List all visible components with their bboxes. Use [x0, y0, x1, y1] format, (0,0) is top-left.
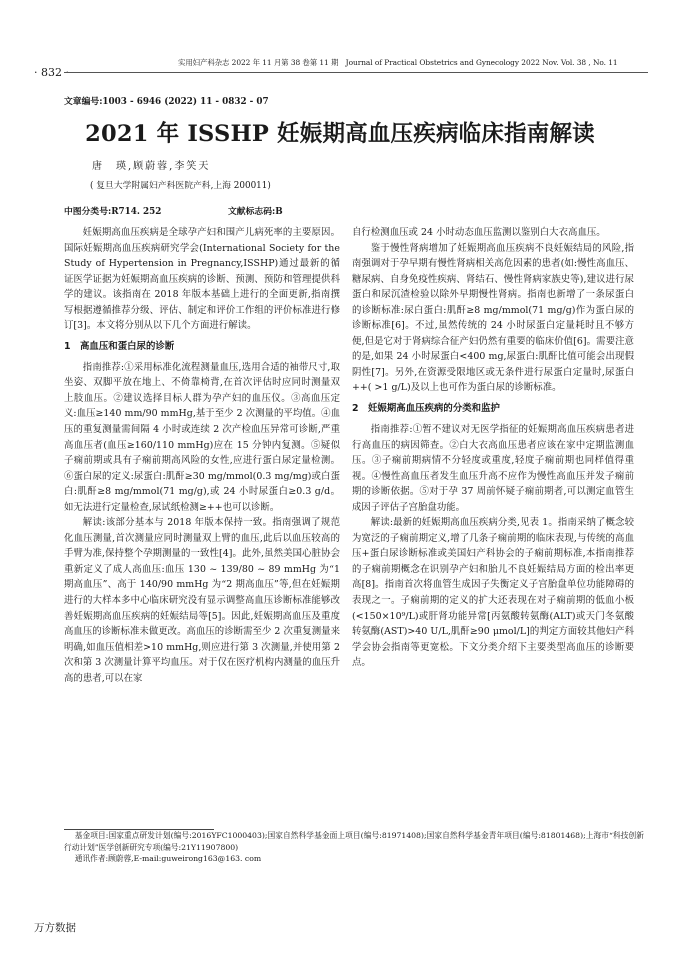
- corresponding-author-note: 通讯作者:顾蔚蓉,E-mail:guweirong163@163. com: [74, 854, 262, 864]
- author-affiliation: ( 复旦大学附属妇产科医院产科,上海 200011): [90, 181, 271, 191]
- section-1-recommendation: 指南推荐:①采用标准化流程测量血压,选用合适的袖带尺寸,取坐姿、双脚平放在地上、不倚靠椅背,在首次评估时应同时测量双上肢血压。②建议选择目标人群为孕产妇的血压仪。③高血压定义:血压≥140 mm/90 mmHg,基于至少 2 次测量的平均值。④血压的重复测量需间隔 4 小时或连续 2 次产检血压异常可诊断,严重高血压者(血压≥160/110 mmHg)应在 15 分钟内复测。⑤疑似子痫前期或具有子痫前期高风险的女性,应进行蛋白尿定量检测。⑥蛋白尿的定义:尿蛋白:肌酐≥30 mg/mmol(0.3 mg/mg)或白蛋白:肌酐≥8 mg/mmol(71 mg/g),或 24 小时尿蛋白≥0.3 g/d。如无法进行定量检查,尿试纸检测≥++也可以诊断。: [64, 361, 340, 513]
- ckd-paragraph: 鉴于慢性肾病增加了妊娠期高血压疾病不良妊娠结局的风险,指南强调对于孕早期有慢性肾病相关高危因素的患者(如:慢性高血压、糖尿病、自身免疫性疾病、肾结石、慢性肾病家族史等),建议进行尿蛋白和尿沉渣检验以除外早期慢性肾病。指南也新增了一条尿蛋白的诊断标准:尿白蛋白:肌酐≥8 mg/mmol(71 mg/g)作为蛋白尿的诊断标准[6]。不过,虽然传统的 24 小时尿蛋白定量耗时且不够方便,但是它对于肾病综合征产妇仍然有重要的临床价值[6]。需要注意的是,如果 24 小时尿蛋白<400 mg,尿蛋白:肌酐比值可能会出现假阴性[7]。另外,在资源受限地区或无条件进行尿蛋白定量时,尿蛋白++( >1 g/L)及以上也可作为蛋白尿的诊断标准。: [352, 242, 634, 394]
- article-title: 2021 年 ISSHP 妊娠期高血压疾病临床指南解读: [85, 121, 595, 147]
- section-1-interpretation: 解读:该部分基本与 2018 年版本保持一致。指南强调了规范化血压测量,首次测量应同时测量双上臂的血压,此后以血压较高的手臂为准,保持整个孕期测量的一致性[4]。此外,虽然美国心脏协会重新定义了成人高血压:血压 130 ~ 139/80 ~ 89 mmHg 为“1 期高血压”、高于 140/90 mmHg 为“2 期高血压”等,但在妊娠期进行的大样本多中心临床研究没有显示调整高血压诊断标准能够改善妊娠期高血压疾病的妊娠结局等[5]。因此,妊娠期高血压及重度高血压的诊断标准未做更改。高血压的诊断需至少 2 次重复测量来明确,如血压值相差>10 mmHg,则应进行第 3 次测量,并使用第 2 次和第 3 次测量计算平均血压。对于仅在医疗机构内测量的血压升高的患者,可以在家: [64, 517, 340, 684]
- page-number: · 832 ·: [34, 66, 69, 79]
- wanfang-logo-text: 万方数据: [34, 922, 76, 934]
- document-code: 文献标志码:B: [228, 207, 283, 217]
- header-divider: [64, 72, 648, 73]
- author-list: 唐 瑛,顾蔚蓉,李笑天: [92, 161, 211, 172]
- section-2-heading: 2 妊娠期高血压疾病的分类和监护: [352, 403, 500, 415]
- funding-note: 基金项目:国家重点研发计划(编号:2016YFC1000403);国家自然科学基金面上项目(编号:81971408);国家自然科学基金青年项目(编号:81801468);上海市“科技创新行动计划”医学创新研究专项(编号:21Y11907800): [64, 831, 644, 852]
- section-2-recommendation: 指南推荐:①暂不建议对无医学指征的妊娠期高血压疾病患者进行高血压的病因筛查。②白大衣高血压患者应该在家中定期监测血压。③子痫前期病情不分轻度或重度,轻度子痫前期也同样值得重视。④慢性高血压者发生血压升高不应作为慢性高血压并发子痫前期的诊断依据。⑤对于孕 37 周前怀疑子痫前期者,可以测定血管生成因子评估子宫胎盘功能。: [352, 424, 634, 513]
- left-column: [64, 225, 340, 686]
- continuation-paragraph: 自行检测血压或 24 小时动态血压监测以鉴别白大衣高血压。: [352, 227, 606, 238]
- article-id: 文章编号:1003 - 6946 (2022) 11 - 0832 - 07: [64, 97, 269, 107]
- footnotes: [64, 830, 644, 865]
- right-column: [352, 225, 634, 671]
- journal-running-header: 实用妇产科杂志 2022 年 11 月第 38 卷第 11 期 Journal of Practical Obstetrics and Gynecology 2022 Nov. Vol. 38 , No. 11: [178, 58, 618, 67]
- section-2-interpretation: 解读:最新的妊娠期高血压疾病分类,见表 1。指南采纳了概念较为宽泛的子痫前期定义,增了几条子痫前期的临床表现,与传统的高血压+蛋白尿诊断标准或美国妇产科协会的子痫前期标准,本指南推荐的子痫前期概念在识别孕产妇和胎儿不良妊娠结局方面的检出率更高[8]。指南首次将血管生成因子失衡定义子宫胎盘单位功能障碍的表现之一。子痫前期的定义的扩大还表现在对子痫前期的低血小板(<150×10⁹/L)或肝肾功能异常[丙氨酸转氨酶(ALT)或天门冬氨酸转氨酶(AST)>40 U/L,肌酐≥90 μmol/L]的判定方面较其他妇产科学会协会指南等更宽松。下文分类介绍下主要类型高血压的诊断要点。: [352, 517, 634, 669]
- intro-paragraph: 妊娠期高血压疾病是全球孕产妇和围产儿病死率的主要原因。国际妊娠期高血压疾病研究学会(International Society for the Study of Hypertension in Pregnancy,ISSHP)通过最新的循证医学证据为妊娠期高血压疾病的诊断、预测、预防和管理提供科学的建议。该指南在 2018 年版本基础上进行的全面更新,指南撰写根据遵循推荐分级、评估、制定和评价工作组的评价标准进行修订[3]。本文将分别从以下几个方面进行解读。: [64, 227, 340, 332]
- clc-number: 中图分类号:R714. 252: [64, 207, 162, 217]
- section-1-heading: 1 高血压和蛋白尿的诊断: [64, 340, 175, 352]
